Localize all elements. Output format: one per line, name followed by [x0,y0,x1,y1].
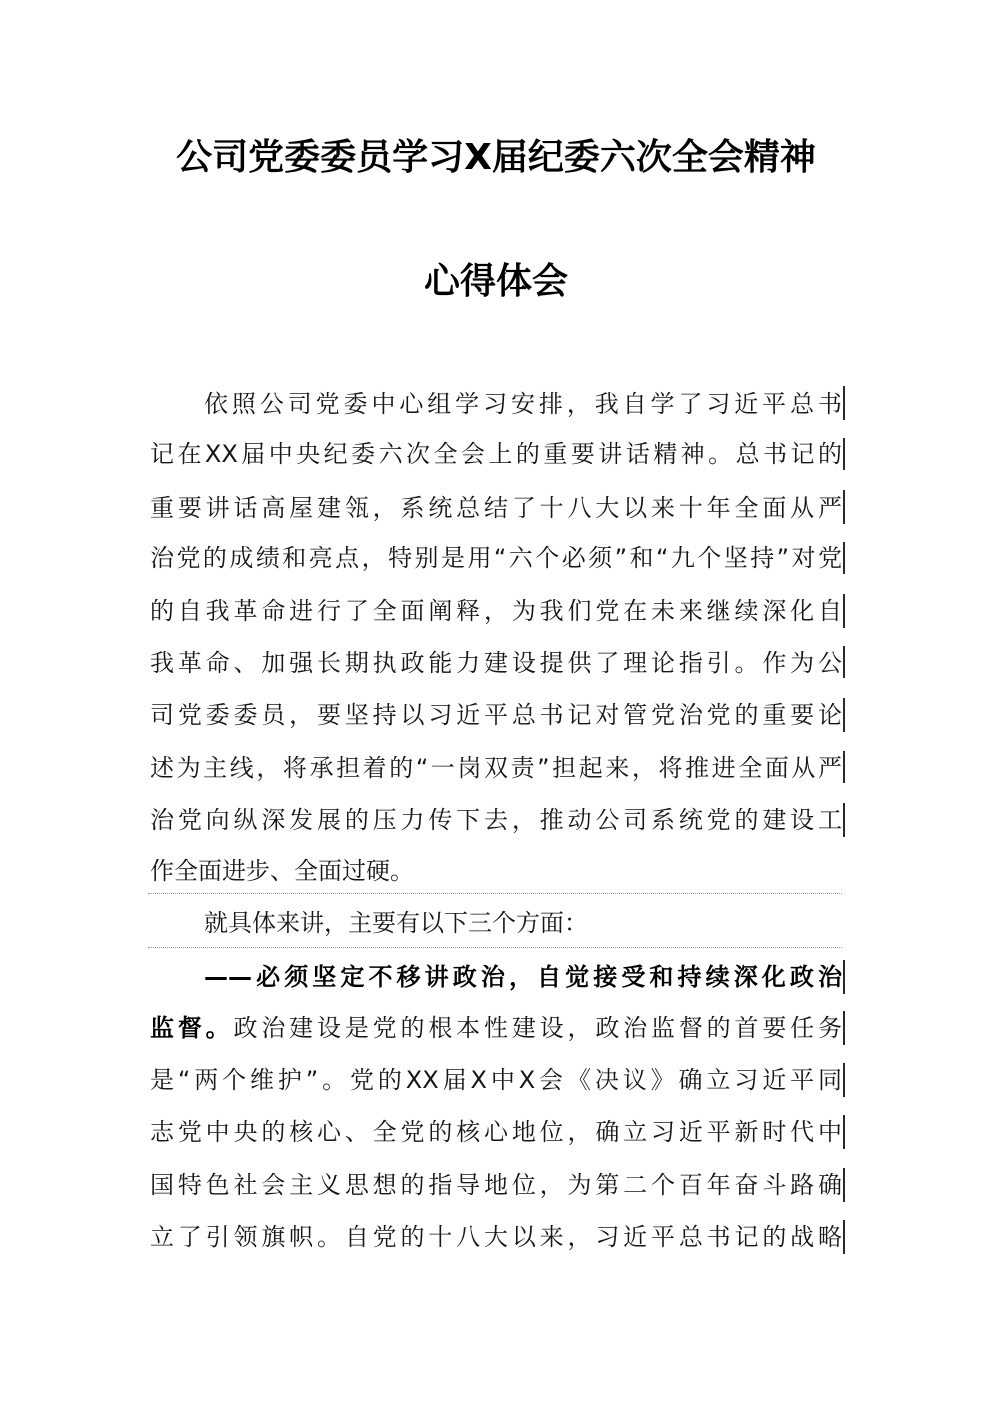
margin-mark [843,542,845,574]
paragraph-1-line-10: 作全面进步、全面过硬。 [150,857,414,885]
section-1-line-1: 是“两个维护”。党的XX届Ⅹ中Ⅹ会《决议》确立习近平同 [150,1066,842,1094]
paragraph-1-line-9: 治党向纵深发展的压力传下去，推动公司系统党的建设工 [150,806,842,834]
margin-mark [843,438,845,470]
paragraph-1-line-8: 述为主线，将承担着的“一岗双责”担起来，将推进全面从严 [150,754,842,782]
margin-mark [843,698,845,732]
margin-mark [843,386,845,420]
margin-mark [843,594,845,628]
paragraph-2-line-1: 就具体来讲，主要有以下三个方面： [204,909,588,937]
paragraph-1-line-3: 重要讲话高屋建瓴，系统总结了十八大以来十年全面从严 [150,494,842,522]
paragraph-1-line-4: 治党的成绩和亮点，特别是用“六个必须”和“九个坚持”对党 [150,544,842,572]
margin-mark [843,1220,845,1254]
section-1-heading-line-1: ——必须坚定不移讲政治，自觉接受和持续深化政治 [204,963,842,991]
margin-mark [843,1011,845,1045]
section-1-line-4: 立了引领旗帜。自党的十八大以来，习近平总书记的战略 [150,1223,842,1251]
margin-mark [843,646,845,678]
margin-mark [843,1115,845,1149]
section-1-line-2: 志党中央的核心、全党的核心地位，确立习近平新时代中 [150,1118,842,1146]
section-1-heading-rest: 政治建设是党的根本性建设，政治监督的首要任务 [233,1014,842,1042]
paragraph-1-line-5: 的自我革命进行了全面阐释，为我们党在未来继续深化自 [150,597,842,625]
section-1-line-3: 国特色社会主义思想的指导地位，为第二个百年奋斗路确 [150,1171,842,1199]
margin-mark [843,1168,845,1202]
margin-mark [843,803,845,837]
paragraph-1-line-2: 记在XX届中央纪委六次全会上的重要讲话精神。总书记的 [150,440,842,468]
margin-mark [843,490,845,524]
margin-mark [843,960,845,994]
margin-mark [843,751,845,783]
document-title-line-2: 心得体会 [423,261,568,302]
paragraph-divider [148,947,842,948]
paragraph-divider [148,893,842,894]
document-title-line-1: 公司党委委员学习Ⅹ届纪委六次全会精神 [176,137,816,178]
paragraph-1-line-7: 司党委委员，要坚持以习近平总书记对管党治党的重要论 [150,701,842,729]
section-1-heading-bold: 监督。 [150,1014,234,1042]
section-1-heading-line-2 [150,1008,842,1048]
margin-mark [843,1063,845,1097]
paragraph-1-line-6: 我革命、加强长期执政能力建设提供了理论指引。作为公 [150,649,842,677]
paragraph-1-line-1: 依照公司党委中心组学习安排，我自学了习近平总书 [204,390,842,418]
